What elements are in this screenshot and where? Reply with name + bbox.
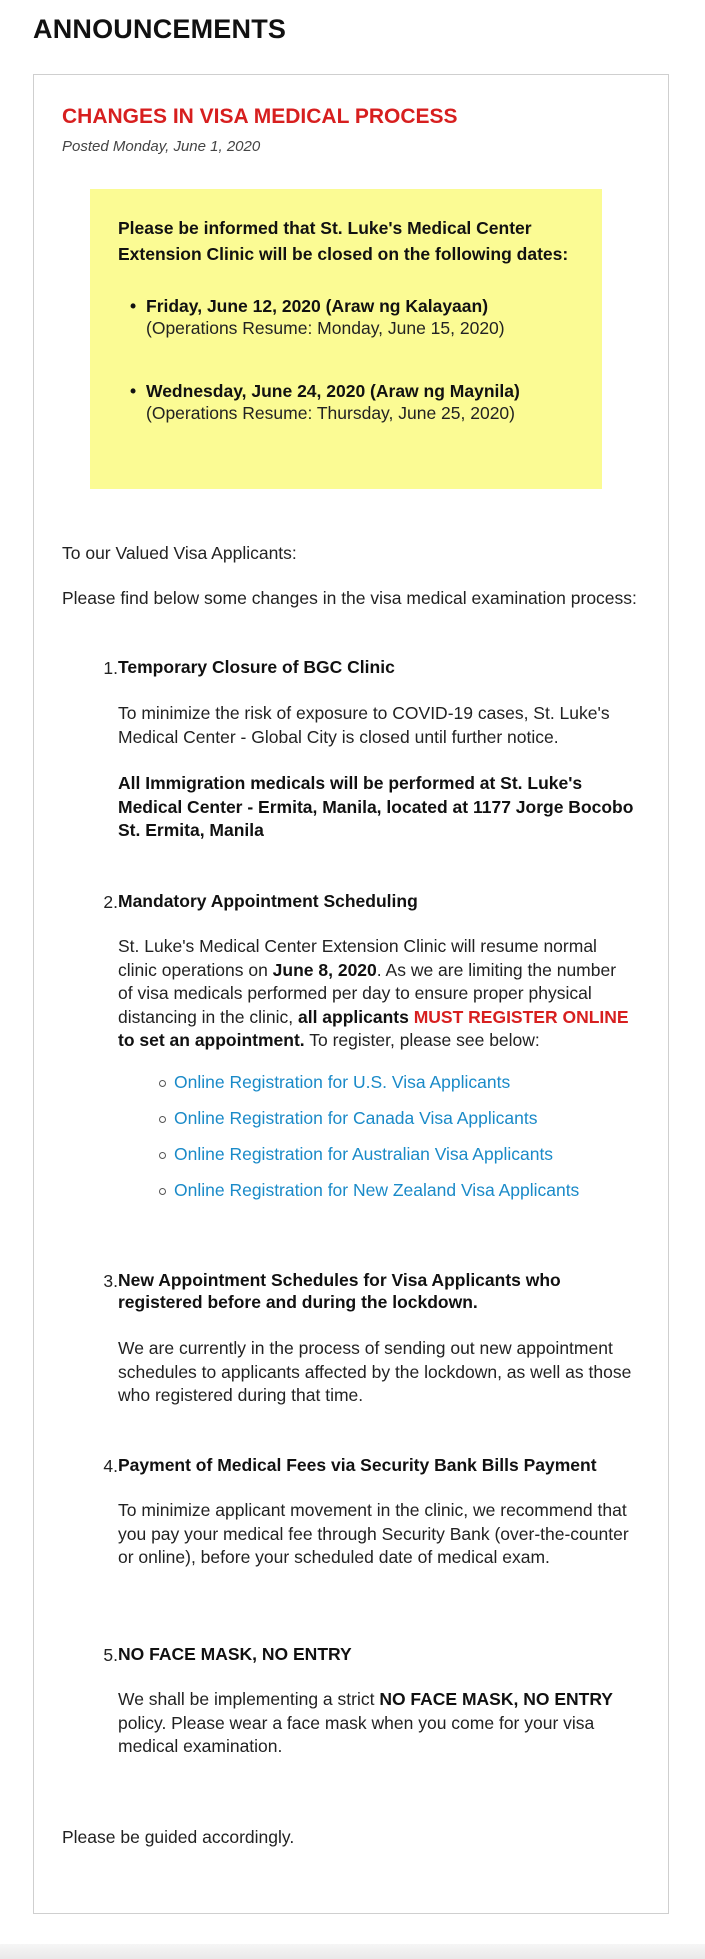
notice-intro: Please be informed that St. Luke's Medical Center Extension Clinic will be closed on the following dates: [118,218,569,264]
item-title: Payment of Medical Fees via Security Bank Bills Payment [118,1455,597,1475]
link-australia-registration[interactable]: Online Registration for Australian Visa Applicants [174,1143,644,1179]
resume-date-bold: June 8, 2020 [272,959,377,980]
closure-date: Wednesday, June 24, 2020 (Araw ng Maynila) [146,381,520,401]
page-footer-strip [0,1944,705,1959]
intro-text: Please find below some changes in the visa medical examination process: [62,588,637,608]
item-paragraph [118,1688,634,1759]
item-paragraph [118,935,634,1053]
item-number: 1. [103,658,118,678]
registration-links [174,1071,644,1215]
closure-date: Friday, June 12, 2020 (Araw ng Kalayaan) [146,296,489,316]
link-us-registration[interactable]: Online Registration for U.S. Visa Applicants [174,1071,644,1107]
item-number: 3. [103,1271,118,1291]
item-paragraph-bold: All Immigration medicals will be performed at St. Luke's Medical Center - Ermita, Manila, located at 1177 Jorge Bocobo St. Ermita, Manila [118,773,634,840]
text-run-bold: to set an appointment. [118,1030,305,1050]
item-paragraph: To minimize the risk of exposure to COVID-19 cases, St. Luke's Medical Center - Global City is closed until further notice. [118,703,610,747]
link-newzealand-registration[interactable]: Online Registration for New Zealand Visa Applicants [174,1179,644,1215]
item-number: 2. [103,892,118,912]
link-canada-registration[interactable]: Online Registration for Canada Visa Applicants [174,1107,644,1143]
text-run: We shall be implementing a strict [118,1689,380,1709]
resume-date: (Operations Resume: Thursday, June 25, 2020) [146,403,515,423]
item-title: Temporary Closure of BGC Clinic [118,657,395,677]
resume-date: (Operations Resume: Monday, June 15, 2020) [146,318,505,338]
closure-date-item [146,380,586,424]
item-title: Mandatory Appointment Scheduling [118,891,418,911]
text-run: policy. Please wear a face mask when you come for your visa medical examination. [118,1712,595,1756]
item-title: NO FACE MASK, NO ENTRY [118,1644,352,1664]
post-date: Posted Monday, June 1, 2020 [62,138,261,155]
announcement-card [33,74,669,1914]
page-heading: ANNOUNCEMENTS [33,14,287,44]
post-title: CHANGES IN VISA MEDICAL PROCESS [62,105,458,128]
closing-text: Please be guided accordingly. [62,1827,295,1847]
closure-date-item [146,295,586,339]
greeting: To our Valued Visa Applicants: [62,543,297,563]
must-register-online-text: MUST REGISTER ONLINE [413,1006,629,1027]
item-number: 4. [103,1456,118,1476]
item-paragraph: To minimize applicant movement in the clinic, we recommend that you pay your medical fee through Security Bank (over-the-counter or online), before your scheduled date of medical exam. [118,1500,629,1567]
text-run: To register, please see below: [304,1030,540,1050]
text-run: St. Luke's Medical Center Extension Clinic will resume normal clinic operations on [118,936,597,980]
text-run-bold: all applicants [297,1006,414,1027]
text-run-bold: NO FACE MASK, NO ENTRY [379,1689,613,1709]
item-number: 5. [103,1645,118,1665]
text-run: . As we are limiting the number of visa medicals performed per day to ensure proper physical distancing in the clinic, [118,959,617,1027]
closure-notice-box [90,189,602,489]
closure-dates-list [146,295,586,424]
item-paragraph: We are currently in the process of sending out new appointment schedules to applicants affected by the lockdown, as well as those who registered during that time. [118,1338,632,1405]
item-title: New Appointment Schedules for Visa Applicants who registered before and during the lockdown. [118,1270,561,1312]
